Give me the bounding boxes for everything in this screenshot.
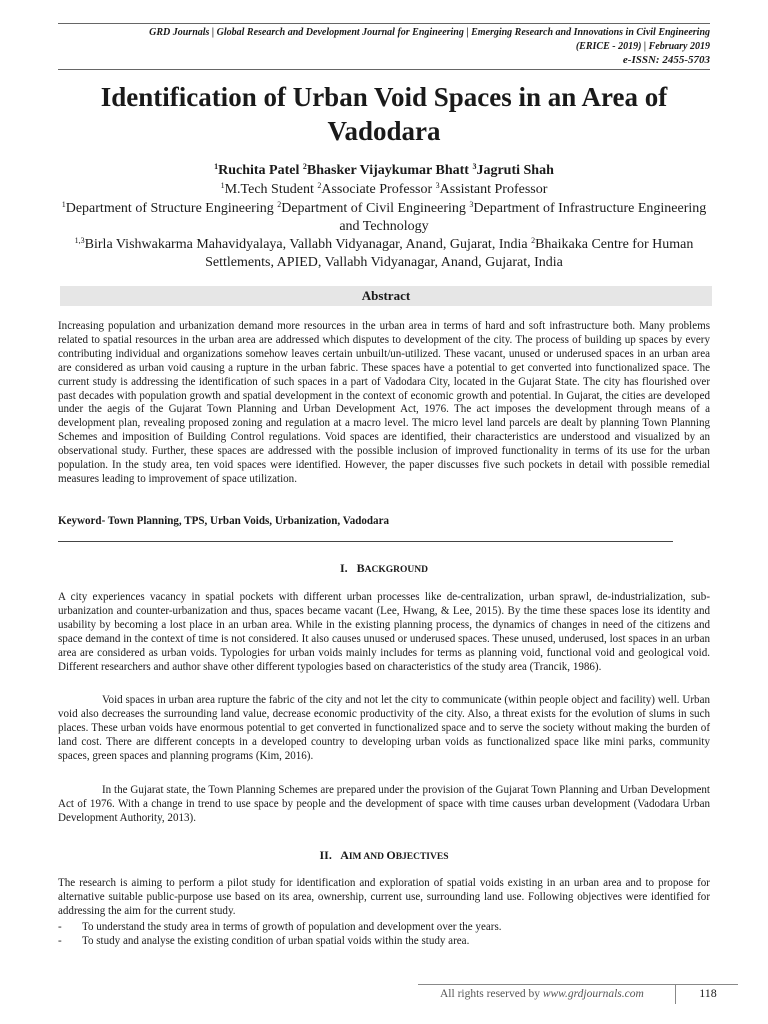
department-2: Department of Civil Engineering (281, 201, 466, 216)
issue-info: (ERICE - 2019) | February 2019 (575, 41, 710, 52)
institution-1: Birla Vishwakarma Mahavidyalaya, Vallabh Vidyanagar, Anand, Gujarat, India (84, 237, 528, 252)
footer-rights: All rights reserved by www.grdjournals.com (440, 988, 644, 1000)
paper-title (58, 80, 710, 148)
footer-website-link[interactable]: www.grdjournals.com (542, 988, 644, 1000)
background-paragraph-1: A city experiences vacancy in spatial pockets with different urban processes like de-centralization, urban sprawl, de-industrialization, sub-urbanization and counter-urbanization and thus, spaces became vacant (Lee, Hwang, & Lee, 2015). By the time these spaces lose its identity and usability by becoming a lost place in an urban area. While in the existing planning process, the dynamics of changes in need of the citizens and space demand in the context of time is not considered. It also causes unused or underused spaces. These unused, underused, lost spaces in an urban area are considered as urban voids. Typologies for urban voids mainly includes for terms as planning void, functional void and geological void. Different researchers and author shave other different typologies based on characteristics of the study area (Trancik, 1986). (58, 591, 710, 673)
department-3: Department of Infrastructure Engineering and Technology (339, 201, 707, 234)
department-1: Department of Structure Engineering (65, 201, 274, 216)
keywords: Keyword- Town Planning, TPS, Urban Voids, Urbanization, Vadodara (58, 515, 389, 527)
author-list: $^1$Ruchita Patel $^2$Bhasker Vijaykumar Bhatt $^3$Jagruti Shah (214, 162, 554, 178)
author-2: Bhasker Vijaykumar Bhatt (306, 163, 469, 178)
aim-paragraph: The research is aiming to perform a pilot study for identification and exploration of spatial voids existing in an urban area and to propose for alternative suitable public-purpose use based on its area, ownership, current use, surrounding land use. Following objectives were identified for addressing the aim for the current study. (58, 877, 710, 917)
header-rule-bottom (58, 69, 710, 70)
dash-bullet: - (58, 935, 62, 947)
issn: e-ISSN: 2455-5703 (622, 54, 710, 66)
background-paragraph-3: In the Gujarat state, the Town Planning Schemes are prepared under the provision of the Gujarat Town Planning and Urban Development Act of 1976. With a change in trend to use space by people and the development of space with time causes urban development (Vadodara Urban Development Authority, 2013). (58, 784, 710, 824)
role-1: M.Tech Student (224, 182, 314, 197)
author-institutions: $^{1,3}$Birla Vishwakarma Mahavidyalaya, Vallabh Vidyanagar, Anand, Gujarat, India $^2$Bhaikaka Centre for Human Settlements, APIED, Vallabh Vidyanagar, Anand, Gujarat, India (74, 236, 694, 270)
author-3: Jagruti Shah (476, 163, 554, 178)
author-1: Ruchita Patel (218, 163, 300, 178)
role-3: Assistant Professor (439, 182, 548, 197)
abstract-separator (58, 541, 673, 542)
role-2: Associate Professor (321, 182, 433, 197)
author-roles: $^1$M.Tech Student $^2$Associate Professor $^3$Assistant Professor (220, 181, 548, 197)
title-line-2: Vadodara (327, 116, 441, 146)
background-paragraph-2: Void spaces in urban area rupture the fabric of the city and not let the city to communicate (within people object and facility) well. Urban void also decreases the surrounding land value, decrease economic productivity of the city. Also, a threat exists for the evolution of slums in such places. These urban voids have enormous potential to get converted in functionalized space and to serve the society without making the burden of land cost. There are different concepts in a developed country to developing urban voids as functionalized space like mini parks, community spaces, green spaces and planning programs (Kim, 2016). (58, 694, 710, 762)
header-rule-top (58, 23, 710, 24)
title-line-1: Identification of Urban Void Spaces in an Area of (100, 82, 668, 112)
dash-bullet: - (58, 921, 62, 933)
paper-page: GRD Journals | Global Research and Development Journal for Engineering | Emerging Research and Innovations in Civil Engineering (ERICE - 2019) | February 2019 e-ISSN: 2455-5703 Identification of Urban Void Spaces in an Area of Vadodara $^1$Ruchita Patel $^2$Bhasker Vijaykumar Bhatt $^3$Jagruti Shah $^1$M.Tech Student $^2$Associate Professor $^3$Assistant Professor $^1$Department of Structure Engineering $^2$Department of Civil Engineering $^3$Department of Infrastructure Engineering and Technology $^{1,3}$Birla Vishwakarma Mahavidyalaya, Vallabh Vidyanagar, Anand, Gujarat, India $^2$Bhaikaka Centre for Human Settlements, APIED, Vallabh Vidyanagar, Anand, Gujarat, India Abstract Increasing population and urbanization demand more resources in the urban area in terms of hard and soft infrastructure both. Many problems related to spatial resources in the urban area are addressed which disputes to development of the city. The process of building up spaces by every contributing individual and organizations somehow leaves certain unbuilt/un-utilized. These vacant, unused or underused spaces in an urban area are considered as urban void causing a rupture in the urban fabric. These spaces have a potential to get converted into functionalized space. The current study is addressing the identification of such spaces in a part of Vadodara City, located in the Gujarat State. The city has flourished over past decades with population growth and spatial development in the context of economic growth and potential. In Gujarat, the cities are developed under the aegis of the Gujarat Town Planning and Urban Development Act, 1976. The act imposes the development through means of a development plan, revealing proposed zoning and regulation at a macro level. The micro level land parcels are dealt by planning Town Planning Schemes and imposition of Building Control regulations. Void spaces are identified, their characteristics are understood and visualized by an observational study. Further, these spaces are addressed with the possible inclusion of improved functionality in terms of its use for the urban population. In the study area, ten void spaces were identified. However, the paper discusses five such pockets in detail with possible remedial measures leading to improvement of space utilization. Keyword- Town Planning, TPS, Urban Voids, Urbanization, Vadodara I. BACKGROUND A city experiences vacancy in spatial pockets with different urban processes like de-centralization, urban sprawl, de-industrialization, sub-urbanization and counter-urbanization and thus, spaces became vacant (Lee, Hwang, & Lee, 2015). By the time these spaces lose its identity and usability by becoming a lost place in an urban area. While in the existing planning process, the dynamics of changes in need of the citizens and space demand in the context of time is not considered. It also causes unused or underused spaces. These unused, underused, lost spaces in an urban area are considered as urban voids. Typologies for urban voids mainly includes for terms as planning void, functional void and geological void. Different researchers and author shave other different typologies based on characteristics of the study area (Trancik, 1986). Void spaces in urban area rupture the fabric of the city and not let the city to communicate (within people object and facility) well. Urban void also decreases the surrounding land value, decrease economic productivity of the city. Also, a threat exists for the evolution of slums in such places. These urban voids have enormous potential to get converted in functionalized space and to serve the society without making the burden of land cost. There are different concepts in a developed country to developing urban voids as functionalized space like mini parks, community spaces, green spaces and planning programs (Kim, 2016). In the Gujarat state, the Town Planning Schemes are prepared under the provision of the Gujarat Town Planning and Urban Development Act of 1976. With a change in trend to use space by people and the development of space with time causes urban development (Vadodara Urban Development Authority, 2013). II. AIM AND OBJECTIVES The research is aiming to perform a pilot study for identification and exploration of spatial voids existing in an urban area and to propose for alternative suitable public-purpose use based on its area, ownership, current use, surrounding land use. Following objectives were identified for addressing the aim for the current study. - To understand the study area in terms of growth of population and development over the years. - To study and analyse the existing condition of urban spatial voids within the study area. All rights reserved by www.grdjournals.com 118 (0, 0, 768, 1024)
author-departments: $^1$Department of Structure Engineering $^2$Department of Civil Engineering $^3$Department of Infrastructure Engineering and Technology (61, 200, 707, 234)
abstract-text: Increasing population and urbanization demand more resources in the urban area in terms of hard and soft infrastructure both. Many problems related to spatial resources in the urban area are addressed which disputes to development of the city. The process of building up spaces by every contributing individual and organizations somehow leaves certain unbuilt/un-utilized. These vacant, unused or underused spaces in an urban area are considered as urban void causing a rupture in the urban fabric. These spaces have a potential to get converted into functionalized space. The current study is addressing the identification of such spaces in a part of Vadodara City, located in the Gujarat State. The city has flourished over past decades with population growth and spatial development in the context of economic growth and potential. In Gujarat, the cities are developed under the aegis of the Gujarat Town Planning and Urban Development Act, 1976. The act imposes the development through means of a development plan, revealing proposed zoning and regulation at a macro level. The micro level land parcels are dealt by planning Town Planning Schemes and imposition of Building Control regulations. Void spaces are identified, their characteristics are understood and visualized by an observational study. Further, these spaces are addressed with the possible inclusion of improved functionality in terms of its use for the urban population. In the study area, ten void spaces were identified. However, the paper discusses five such pockets in detail with possible remedial measures leading to improvement of space utilization. (58, 320, 710, 485)
journal-header: GRD Journals | Global Research and Development Journal for Engineering | Emerging Research and Innovations in Civil Engineering (149, 27, 710, 38)
section-heading-aim-objectives: II. AIM AND OBJECTIVES (319, 848, 449, 862)
abstract-heading: Abstract (60, 286, 712, 306)
page-number: 118 (675, 984, 740, 1004)
institution-2: Bhaikaka Centre for Human Settlements, APIED, Vallabh Vidyanagar, Anand, Gujarat, India (205, 237, 694, 270)
section-heading-background: I. BACKGROUND (339, 561, 429, 575)
